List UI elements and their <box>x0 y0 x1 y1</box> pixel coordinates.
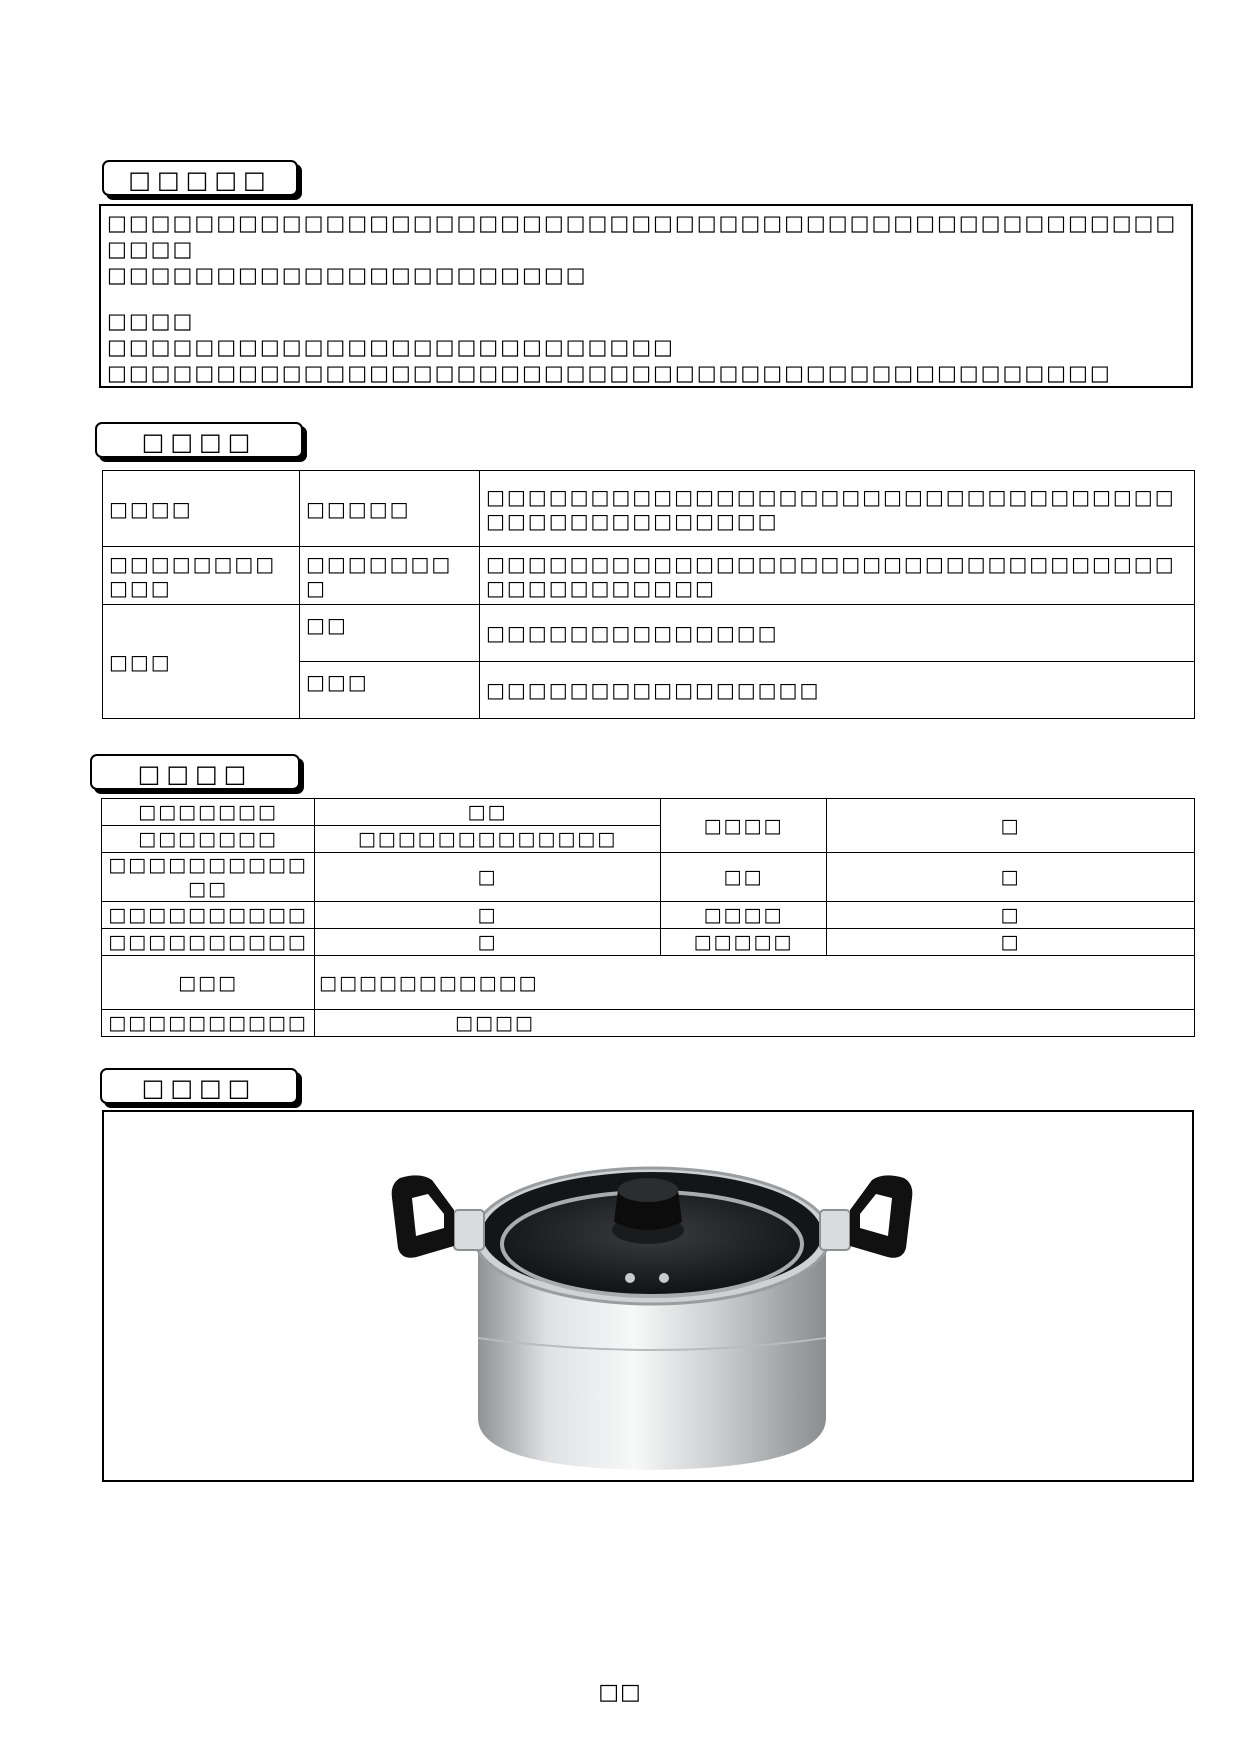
spec-label: □□□□ <box>661 902 827 929</box>
spec-label: □□□□□□□ <box>102 799 315 826</box>
feature-category: □□□□□□□□□□□ <box>103 547 300 605</box>
spec-value: □□□□□□□□□□□ <box>315 956 1195 1010</box>
spec-value: □ <box>827 853 1195 902</box>
overview-line: □□□□□□□□□□□□□□□□□□□□□□□□□□□□□□□□□□□□□□□□□□□□□□ <box>107 361 1112 385</box>
table-row <box>102 929 1195 956</box>
photo-section-title: □□□□ <box>100 1068 298 1104</box>
spec-section-title: □□□□ <box>90 754 300 790</box>
spec-label: □□ <box>661 853 827 902</box>
spec-value: □□ <box>315 799 661 826</box>
feature-desc: □□□□□□□□□□□□□□□□□□□□□□□□□□□□□□□□□□□□□□□□□□□□ <box>480 547 1195 605</box>
spec-label: □□□□□□□□□□ <box>102 1010 315 1037</box>
overview-box <box>99 204 1193 388</box>
overview-section-title: □□□□□ <box>102 160 298 196</box>
feature-category: □□□□ <box>103 471 300 547</box>
table-row <box>102 902 1195 929</box>
overview-line: □□□□□□□□□□□□□□□□□□□□□□□□□□□□□□□□□□□□□□□□□□□□□□□□□□□□□ <box>107 211 1178 261</box>
spec-table <box>101 798 1195 1037</box>
spec-value: □ <box>315 902 661 929</box>
spec-value: □ <box>827 929 1195 956</box>
spec-label: □□□□□□□□□□□□ <box>102 853 315 902</box>
spec-value: □ <box>315 929 661 956</box>
feature-desc: □□□□□□□□□□□□□□□□ <box>480 662 1195 719</box>
feature-item: □□□□□ <box>300 471 480 547</box>
spec-label: □□□□□ <box>661 929 827 956</box>
table-row <box>102 956 1195 1010</box>
overview-line: □□□□□□□□□□□□□□□□□□□□□□□□□□ <box>107 335 675 359</box>
spec-value: □ <box>827 799 1195 853</box>
table-row <box>102 853 1195 902</box>
spec-label: □□□□□□□□□□ <box>102 929 315 956</box>
table-row <box>102 799 1195 826</box>
feature-desc: □□□□□□□□□□□□□□ <box>480 605 1195 662</box>
spec-label: □□□□ <box>661 799 827 853</box>
spec-label: □□□□□□□□□□ <box>102 902 315 929</box>
page-number: □□ <box>598 1680 642 1705</box>
features-section-title: □□□□ <box>95 422 303 458</box>
spec-value: □□□□□□□□□□□□□ <box>315 826 661 853</box>
features-table <box>102 470 1195 719</box>
table-row <box>103 547 1195 605</box>
spec-value: □ <box>315 853 661 902</box>
rice-pot-illustration <box>372 1118 932 1490</box>
overview-heading: □□□□ <box>107 309 195 333</box>
feature-item: □□□□□□□□ <box>300 547 480 605</box>
overview-line: □□□□□□□□□□□□□□□□□□□□□□ <box>107 263 588 287</box>
table-row <box>103 471 1195 547</box>
spec-label: □□□ <box>102 956 315 1010</box>
spec-value: □ <box>827 902 1195 929</box>
feature-category: □□□ <box>103 605 300 719</box>
feature-item: □□□ <box>300 662 480 719</box>
spec-value: □□□□ <box>315 1010 1195 1037</box>
rice-pot-image <box>372 1118 932 1490</box>
feature-item: □□ <box>300 605 480 662</box>
feature-desc: □□□□□□□□□□□□□□□□□□□□□□□□□□□□□□□□□□□□□□□□□□□□□□□ <box>480 471 1195 547</box>
table-row <box>103 605 1195 662</box>
spec-label: □□□□□□□ <box>102 826 315 853</box>
table-row <box>102 1010 1195 1037</box>
